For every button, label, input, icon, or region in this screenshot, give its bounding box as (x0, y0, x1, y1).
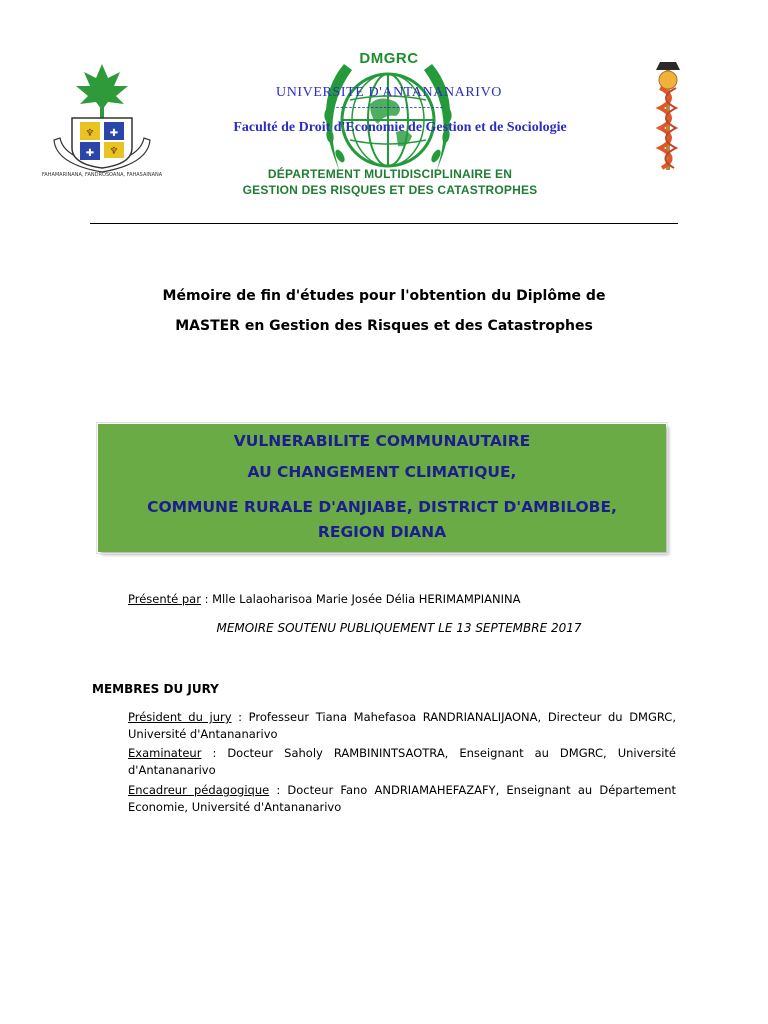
defense-date: MEMOIRE SOUTENU PUBLIQUEMENT LE 13 SEPTEMBRE 2017 (216, 621, 582, 635)
presented-by (128, 592, 520, 606)
thesis-title-line-2: AU CHANGEMENT CLIMATIQUE, (247, 463, 517, 481)
header-divider (90, 223, 678, 224)
faculty-emblem-logo (648, 58, 688, 176)
jury-president (128, 709, 676, 743)
department-line-1: DÉPARTEMENT MULTIDISCIPLINAIRE EN (267, 167, 513, 181)
presented-by-value: : Mlle Lalaoharisoa Marie Josée Délia HERIMAMPIANINA (200, 592, 521, 606)
university-name: UNIVERSITE D'ANTANANARIVO (276, 85, 502, 100)
department-line-2: GESTION DES RISQUES ET DES CATASTROPHES (242, 183, 538, 197)
jury-encadreur-label: Encadreur pédagogique (128, 783, 270, 797)
university-seal-logo (41, 60, 163, 180)
svg-text:✚: ✚ (109, 128, 119, 139)
memoire-line-2: MASTER en Gestion des Risques et des Catastrophes (175, 318, 593, 334)
memoire-line-1: Mémoire de fin d'études pour l'obtention du Diplôme de (162, 288, 606, 304)
jury-examinateur (128, 745, 676, 779)
thesis-title-line-1: VULNERABILITE COMMUNAUTAIRE (233, 432, 531, 450)
presented-by-label: Présenté par (128, 592, 201, 606)
svg-text:♆: ♆ (85, 128, 95, 139)
university-separator: ------------------------- (335, 102, 445, 113)
thesis-title-line-3: COMMUNE RURALE D'ANJIABE, DISTRICT D'AMBILOBE, (147, 498, 617, 516)
jury-encadreur-value: : Docteur Fano ANDRIAMAHEFAZAFY, Enseignant au Département Economie, Université d'Antananarivo (128, 783, 676, 814)
thesis-title-line-4: REGION DIANA (317, 523, 447, 541)
jury-examinateur-value: : Docteur Saholy RAMBININTSAOTRA, Enseignant au DMGRC, Université d'Antananarivo (128, 746, 676, 777)
faculty-name: Faculté de Droit d'Economie de Gestion et de Sociologie (233, 120, 567, 135)
svg-text:FAHAMARINANA, FANDROSOANA, FAH: FAHAMARINANA, FANDROSOANA, FAHASAINANA (41, 172, 163, 178)
svg-text:♆: ♆ (109, 146, 119, 157)
dmgrc-title: DMGRC (359, 50, 419, 67)
svg-text:✚: ✚ (85, 148, 95, 159)
jury-president-value: : Professeur Tiana Mahefasoa RANDRIANALIJAONA, Directeur du DMGRC, Université d'Antananarivo (128, 710, 676, 741)
thesis-title-box (98, 424, 666, 552)
jury-examinateur-label: Examinateur (128, 746, 202, 760)
jury-heading: MEMBRES DU JURY (92, 682, 219, 696)
jury-president-label: Président du jury (128, 710, 232, 724)
jury-encadreur (128, 782, 676, 816)
